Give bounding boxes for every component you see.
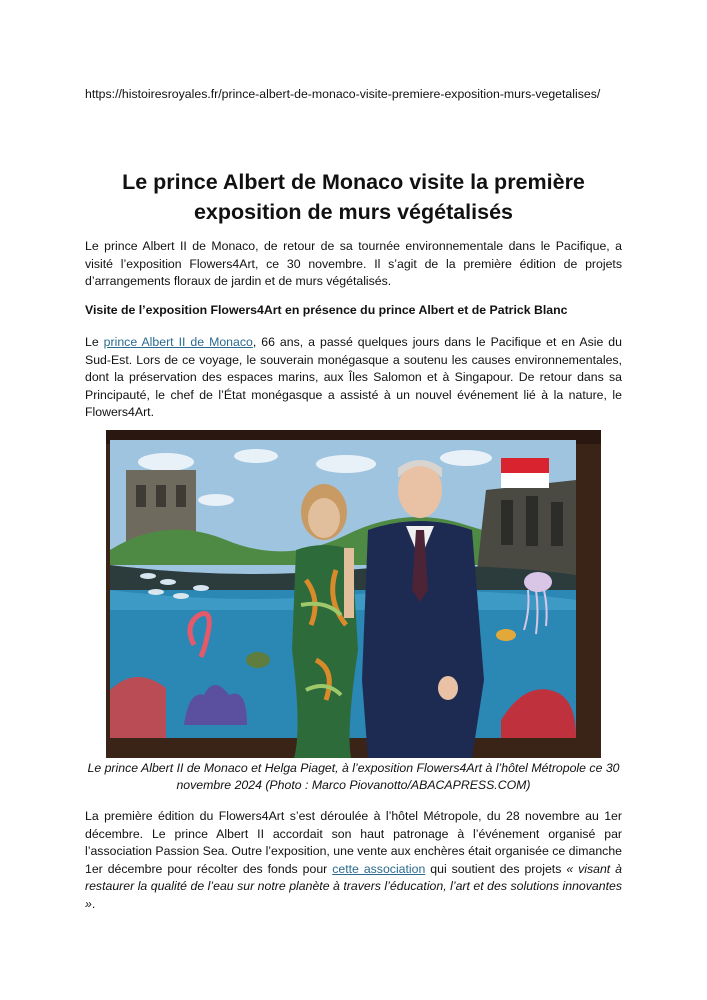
association-quote: « visant à restaurer la qualité de l’eau sur notre planète à travers l’éducation, l’art et des solutions innovantes » xyxy=(85,861,623,911)
body-paragraph-2 xyxy=(85,334,622,422)
article-photo xyxy=(106,430,601,758)
body-paragraph-3 xyxy=(85,808,622,913)
association-link[interactable]: cette association xyxy=(332,861,426,876)
source-url[interactable]: https://histoiresroyales.fr/prince-albert-de-monaco-visite-premiere-exposition-murs-vegetalises/ xyxy=(85,87,601,101)
article-title: Le prince Albert de Monaco visite la première exposition de murs végétalisés xyxy=(122,170,585,224)
photo-illustration xyxy=(106,430,601,758)
intro-paragraph: Le prince Albert II de Monaco, de retour de sa tournée environnementale dans le Pacifique, a visité l’exposition Flowers4Art, ce 30 novembre. Il s’agit de la première édition de projets d’arrangements floraux de jardin et de murs végétalisés. xyxy=(85,239,622,288)
prince-albert-link[interactable]: prince Albert II de Monaco xyxy=(103,335,253,349)
para2-text-start: Le xyxy=(85,335,104,349)
photo-caption: Le prince Albert II de Monaco et Helga Piaget, à l’exposition Flowers4Art à l’hôtel Métropole ce 30 novembre 2024 (Photo : Marco Piovanotto/ABACAPRESS.COM) xyxy=(87,761,620,792)
para2-text-end: , 66 ans, a passé quelques jours dans le Pacifique et en Asie du Sud-Est. Lors de ce voyage, le souverain monégasque a soutenu les causes environnementales, dont la préservation des espaces marins, aux Îles Salomon et à Singapour. De retour dans sa Principauté, le chef de l’État monégasque a assisté à un nouvel événement lié à la nature, le Flowers4Art. xyxy=(85,335,622,419)
para3-text-start: La première édition du Flowers4Art s’est déroulée à l’hôtel Métropole, du 28 novembre au 1er décembre. Le prince Albert II accordait son haut patronage à l’événement organisé par l’association Passion Sea. Outre l’exposition, une vente aux enchères était organisée ce dimanche 1er décembre pour récolter des fonds pour xyxy=(85,809,622,876)
para3-text-mid: qui soutient des projets xyxy=(425,861,567,876)
section-subheading: Visite de l’exposition Flowers4Art en présence du prince Albert et de Patrick Blanc xyxy=(85,303,568,317)
para3-text-end: . xyxy=(91,896,96,911)
